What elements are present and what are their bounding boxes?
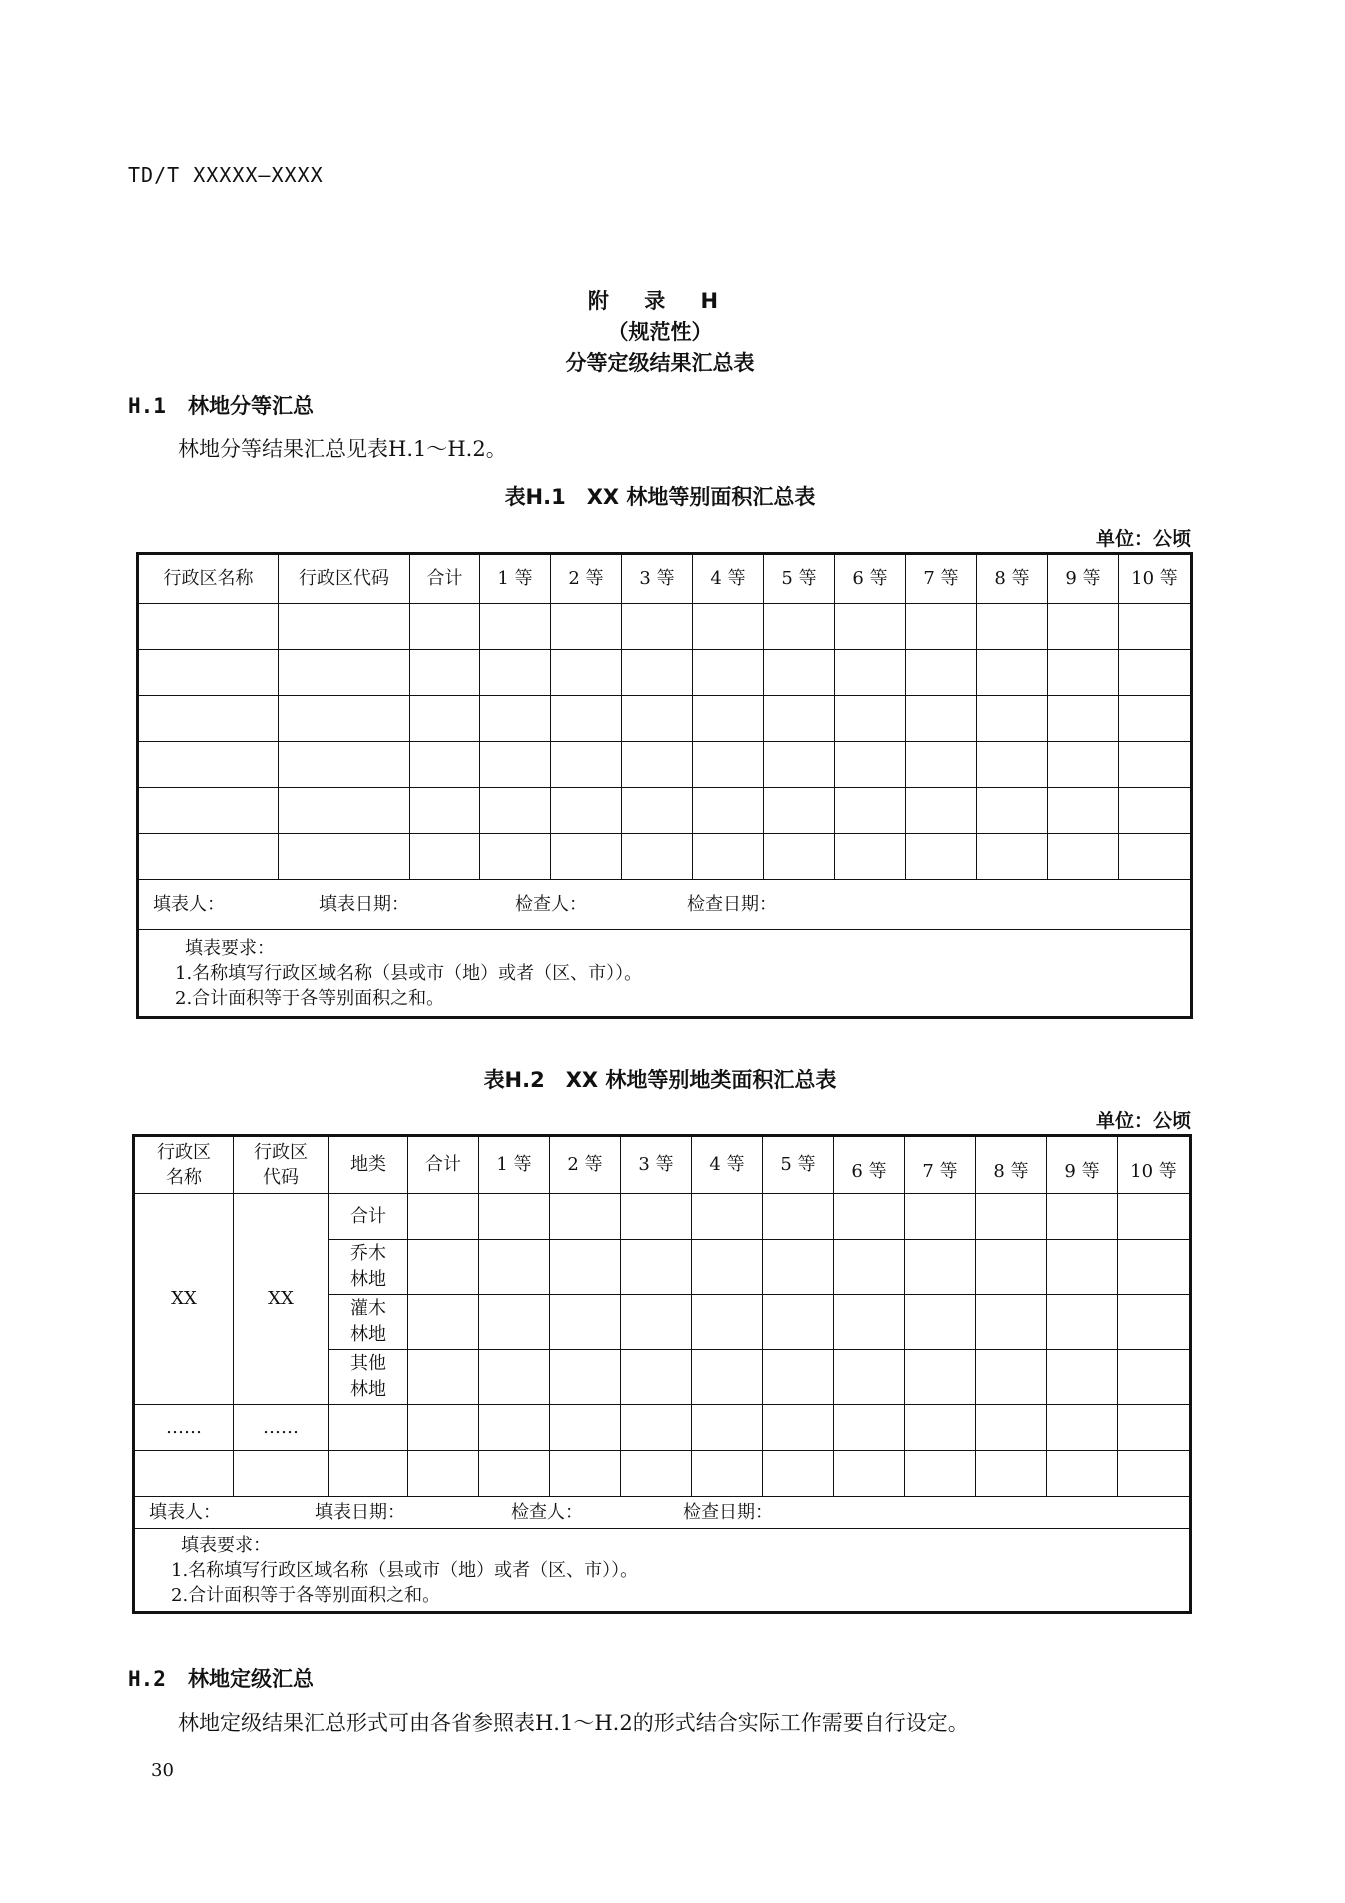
check-date-label: 检查日期： [683, 1501, 773, 1523]
table2-header-cell: 合计 [408, 1136, 479, 1194]
page-number: 30 [151, 1760, 174, 1781]
table-row [134, 1405, 1191, 1451]
table1-header-cell: 3 等 [622, 554, 693, 604]
table2-header-cell: 8 等 [976, 1136, 1047, 1194]
table-row [138, 604, 1192, 650]
appendix-name: 分等定级结果汇总表 [565, 351, 755, 375]
table2-header-cell: 2 等 [550, 1136, 621, 1194]
table1-unit: 单位：公顷 [1095, 528, 1191, 550]
land-type-cell: 乔木林地 [329, 1240, 408, 1295]
table-row [138, 650, 1192, 696]
table1-header-cell: 9 等 [1048, 554, 1119, 604]
table-row [134, 1194, 1191, 1240]
table1-header-cell: 10 等 [1119, 554, 1192, 604]
table1-header-row [138, 554, 1192, 604]
table2-header-cell: 6 等 [834, 1136, 905, 1194]
ellipsis-cell: …… [134, 1405, 234, 1451]
table2-header-cell: 1 等 [479, 1136, 550, 1194]
checker-label: 检查人： [515, 893, 587, 915]
table1-header-cell: 行政区代码 [279, 554, 410, 604]
table2-header-row [134, 1136, 1191, 1194]
filler-label: 填表人： [149, 1501, 221, 1523]
table-row [138, 788, 1192, 834]
fill-date-label: 填表日期： [319, 893, 409, 915]
table1-header-cell: 5 等 [764, 554, 835, 604]
table2-header-cell: 3 等 [621, 1136, 692, 1194]
table2-notes [134, 1529, 1191, 1613]
table1-header-cell: 8 等 [977, 554, 1048, 604]
notes-item: 2.合计面积等于各等别面积之和。 [175, 987, 445, 1009]
section-title: 林地分等汇总 [188, 394, 314, 418]
table1-header-cell: 7 等 [906, 554, 977, 604]
table1-header-cell: 行政区名称 [138, 554, 279, 604]
table1-header-cell: 合计 [410, 554, 480, 604]
notes-item: 1.名称填写行政区域名称（县或市（地）或者（区、市））。 [171, 1559, 639, 1581]
table1-header-cell: 4 等 [693, 554, 764, 604]
land-type-cell: 合计 [329, 1194, 408, 1240]
land-type-cell: 灌木林地 [329, 1295, 408, 1350]
appendix-nature: （规范性） [607, 320, 713, 344]
notes-item: 2.合计面积等于各等别面积之和。 [171, 1584, 441, 1606]
table2-header-cell: 7 等 [905, 1136, 976, 1194]
appendix-title: 附 录 H [587, 289, 733, 313]
ellipsis-cell: …… [234, 1405, 329, 1451]
filler-label: 填表人： [153, 893, 225, 915]
table2-footer-row [134, 1497, 1191, 1529]
region-name-cell: XX [134, 1194, 234, 1405]
table2-notes-row [134, 1529, 1191, 1613]
table1-header-cell: 6 等 [835, 554, 906, 604]
table2-header-cell: 4 等 [692, 1136, 763, 1194]
section-number: H.1 [128, 394, 166, 418]
section-heading-h2 [128, 1663, 314, 1693]
section-title: 林地定级汇总 [188, 1667, 314, 1691]
notes-title: 填表要求： [181, 1534, 271, 1556]
table2-header-cell: 行政区名称 [134, 1136, 234, 1194]
land-type-cell: 其他林地 [329, 1350, 408, 1405]
table1-footer-row [138, 880, 1192, 930]
checker-label: 检查人： [511, 1501, 583, 1523]
table1-notes [138, 930, 1192, 1018]
notes-item: 1.名称填写行政区域名称（县或市（地）或者（区、市））。 [175, 962, 643, 984]
check-date-label: 检查日期： [687, 893, 777, 915]
table-row [138, 742, 1192, 788]
table2-header-cell: 行政区代码 [234, 1136, 329, 1194]
table2-unit: 单位：公顷 [1095, 1110, 1191, 1132]
section-heading-h1 [128, 390, 314, 420]
notes-title: 填表要求： [185, 937, 275, 959]
table2-signature-line [134, 1497, 1191, 1529]
table1-header-cell: 2 等 [551, 554, 622, 604]
table1-header-cell: 1 等 [480, 554, 551, 604]
table2-caption: 表H.2 XX 林地等别地类面积汇总表 [483, 1068, 837, 1092]
table1-signature-line [138, 880, 1192, 930]
table2-header-cell: 10 等 [1118, 1136, 1191, 1194]
document-code: TD/T XXXXX—XXXX [128, 163, 324, 187]
table2-header-cell: 地类 [329, 1136, 408, 1194]
table2 [132, 1134, 1192, 1614]
section-paragraph-h2: 林地定级结果汇总形式可由各省参照表H.1～H.2的形式结合实际工作需要自行设定。 [178, 1711, 969, 1735]
region-code-cell: XX [234, 1194, 329, 1405]
table-row [134, 1451, 1191, 1497]
section-paragraph-h1: 林地分等结果汇总见表H.1～H.2。 [178, 437, 507, 461]
section-number: H.2 [128, 1667, 166, 1691]
table1-caption: 表H.1 XX 林地等别面积汇总表 [504, 485, 816, 509]
table-row [138, 696, 1192, 742]
table2-header-cell: 5 等 [763, 1136, 834, 1194]
table1 [136, 552, 1193, 1019]
table1-notes-row [138, 930, 1192, 1018]
table-row [138, 834, 1192, 880]
fill-date-label: 填表日期： [315, 1501, 405, 1523]
table2-header-cell: 9 等 [1047, 1136, 1118, 1194]
